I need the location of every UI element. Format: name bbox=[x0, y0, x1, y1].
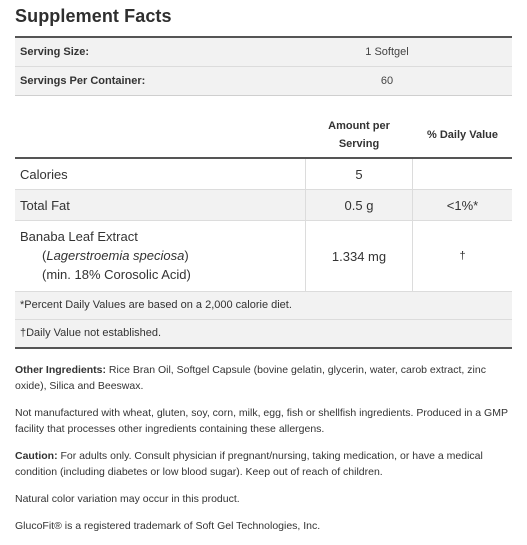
amount-per-serving-header: Amount per Serving bbox=[328, 119, 390, 150]
servings-per-container-label: Servings Per Container: bbox=[20, 75, 146, 87]
serving-size-value: 1 Softgel bbox=[365, 46, 409, 58]
footnotes bbox=[15, 292, 512, 349]
table-row bbox=[15, 221, 512, 292]
daily-value-header: % Daily Value bbox=[427, 128, 498, 141]
nutrient-table bbox=[15, 112, 512, 349]
panel-title: Supplement Facts bbox=[15, 6, 172, 26]
other-ingredients: Other Ingredients: Rice Bran Oil, Softgel Capsule (bovine gelatin, glycerin, water, carob extract, zinc oxide), Silica and Beeswax. bbox=[15, 364, 486, 392]
trademark-note: GlucoFit® is a registered trademark of Soft Gel Technologies, Inc. bbox=[15, 520, 321, 532]
caution-statement: Caution: For adults only. Consult physician if pregnant/nursing, taking medication, or have a medical condition (including diabetes or low blood sugar). Keep out of reach of children. bbox=[15, 450, 483, 478]
footnote-dagger: †Daily Value not established. bbox=[15, 319, 512, 347]
nutrient-dv bbox=[413, 159, 512, 189]
nutrient-name: Calories bbox=[20, 166, 68, 182]
nutrient-amount: 5 bbox=[305, 159, 413, 189]
nutrient-amount: 1.334 mg bbox=[305, 221, 413, 291]
serving-table bbox=[15, 36, 512, 96]
color-variation-note: Natural color variation may occur in this product. bbox=[15, 493, 240, 505]
nutrient-latin-name: (Lagerstroemia speciosa) bbox=[42, 248, 189, 263]
nutrient-name: Total Fat bbox=[20, 197, 70, 213]
servings-per-container-value: 60 bbox=[380, 75, 394, 87]
serving-size-row bbox=[15, 38, 512, 66]
nutrient-name: Banaba Leaf Extract bbox=[20, 229, 138, 244]
servings-per-container-row bbox=[15, 66, 512, 95]
nutrient-standardization: (min. 18% Corosolic Acid) bbox=[42, 267, 191, 282]
table-row bbox=[15, 190, 512, 221]
serving-size-label: Serving Size: bbox=[20, 46, 90, 58]
allergen-statement: Not manufactured with wheat, gluten, soy, corn, milk, egg, fish or shellfish ingredients. Produced in a GMP facility that processes other ingredients containing these allergens. bbox=[15, 407, 508, 435]
footnote-daily-value: *Percent Daily Values are based on a 2,000 calorie diet. bbox=[15, 292, 512, 319]
nutrient-amount: 0.5 g bbox=[305, 190, 413, 220]
table-row bbox=[15, 159, 512, 190]
nutrient-dv: † bbox=[459, 250, 466, 262]
nutrient-table-header bbox=[15, 112, 512, 159]
product-notes bbox=[15, 362, 512, 545]
nutrient-dv: <1%* bbox=[446, 197, 479, 213]
